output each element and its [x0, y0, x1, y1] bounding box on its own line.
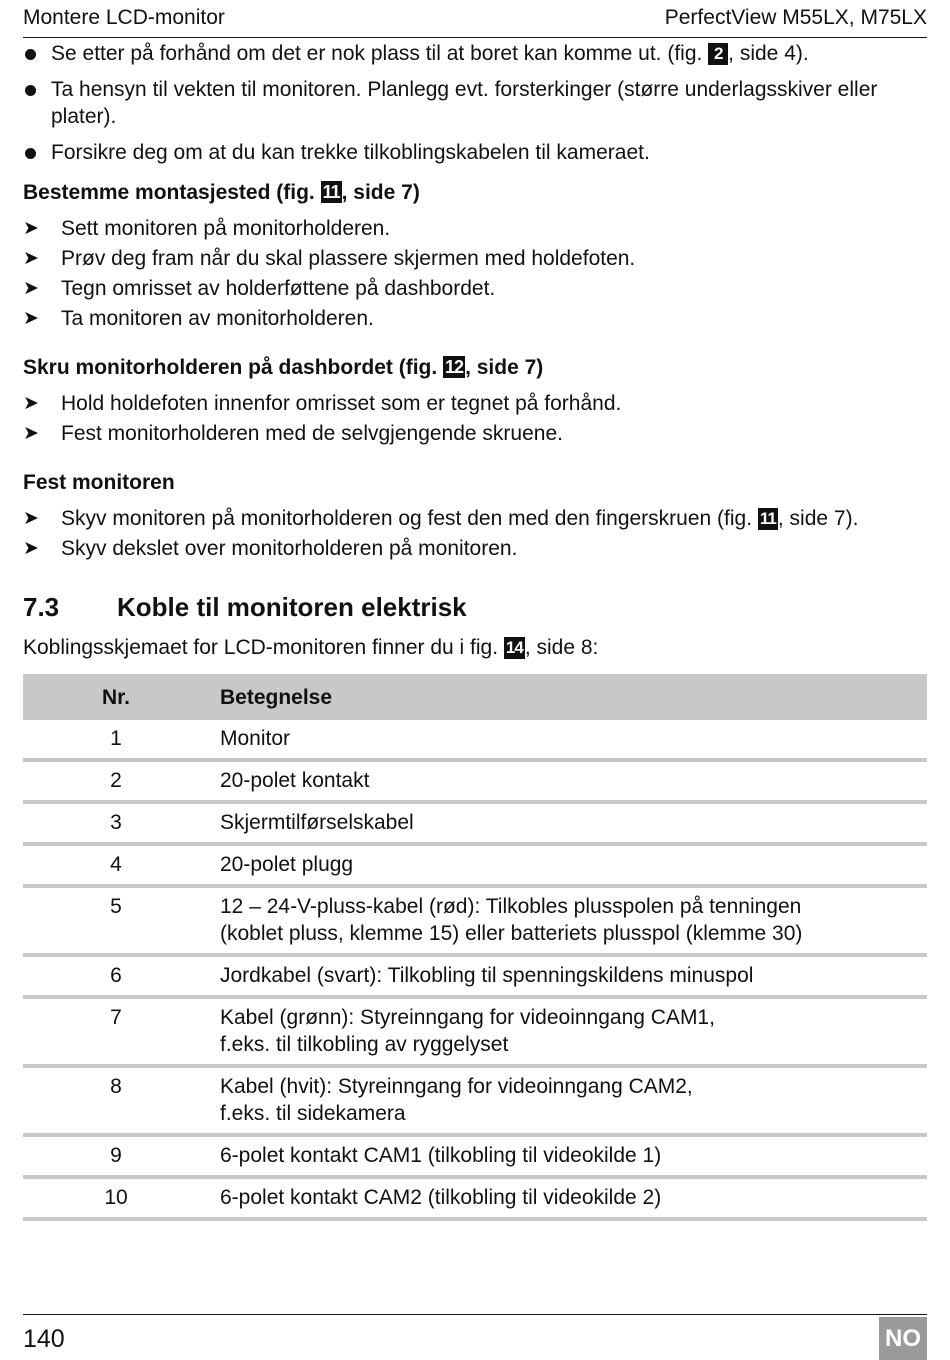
list-item [23, 40, 927, 67]
subheading-mounting-location: Bestemme montasjested (fig. 11, side 7) [23, 181, 420, 204]
chapter-number: 7.3 [23, 592, 60, 622]
figure-ref-badge: 11 [758, 508, 778, 530]
column-header-designation: Betegnelse [220, 685, 333, 709]
table-row: 9 6-polet kontakt CAM1 (tilkobling til videokilde 1) [23, 1135, 927, 1177]
wiring-table [23, 674, 927, 1221]
arrow-right-icon: ➤ [23, 218, 39, 239]
step-item: ➤ Skyv monitoren på monitorholderen og fest den med den fingerskruen (fig. 11, side 7). [23, 507, 859, 530]
figure-ref-badge: 12 [445, 357, 464, 377]
step-item: ➤ Skyv dekslet over monitorholderen på monitoren. [23, 537, 518, 560]
bullet-text: Forsikre deg om at du kan trekke tilkoblingskabelen til kameraet. [51, 141, 650, 164]
header-section-title: Montere LCD-monitor [23, 6, 225, 29]
figure-ref-badge: 14 [505, 638, 523, 657]
arrow-right-icon: ➤ [23, 508, 39, 529]
figure-ref-badge: 11 [322, 182, 340, 202]
arrow-right-icon: ➤ [23, 538, 39, 559]
table-header-row [23, 674, 927, 720]
steps-screw-holder [23, 390, 927, 447]
chapter-title: Koble til monitoren elektrisk [117, 592, 467, 622]
bullet-text: Ta hensyn til vekten til monitoren. Planlegg evt. forsterkinger (større underlagsskiver eller plater). [51, 78, 878, 128]
list-item [23, 76, 927, 130]
step-item: ➤ Tegn omrisset av holderføttene på dashbordet. [23, 277, 496, 300]
table-row: 5 12 – 24-V-pluss-kabel (rød): Tilkobles plusspolen på tenningen (koblet pluss, klemme 15) eller batteriets plusspol (klemme 30) [23, 886, 927, 955]
table-row: 3 Skjermtilførselskabel [23, 802, 927, 844]
chapter-intro: Koblingsskjemaet for LCD-monitoren finner du i fig. 14, side 8: [23, 636, 599, 659]
bullet-icon [25, 49, 36, 60]
bullet-text-post: , side 4). [728, 42, 809, 65]
page-footer [23, 1314, 927, 1360]
subheading-screw-holder: Skru monitorholderen på dashbordet (fig. 12, side 7) [23, 356, 544, 379]
bullet-icon [25, 148, 36, 159]
list-item [23, 139, 927, 166]
step-item: ➤ Hold holdefoten innenfor omrisset som er tegnet på forhånd. [23, 392, 622, 415]
step-item: ➤ Sett monitoren på monitorholderen. [23, 217, 391, 240]
page-header [23, 6, 927, 38]
page-content [23, 40, 927, 1221]
bullet-icon [25, 85, 36, 96]
language-badge: NO [879, 1317, 927, 1360]
column-header-nr: Nr. [101, 685, 130, 709]
arrow-right-icon: ➤ [23, 278, 39, 299]
step-item: ➤ Fest monitorholderen med de selvgjengende skruene. [23, 422, 563, 445]
figure-ref-badge: 2 [708, 43, 728, 65]
step-item: ➤ Prøv deg fram når du skal plassere skjermen med holdefoten. [23, 247, 636, 270]
table-row: 7 Kabel (grønn): Styreinngang for videoinngang CAM1, f.eks. til tilkobling av ryggelyset [23, 997, 927, 1066]
arrow-right-icon: ➤ [23, 308, 39, 329]
table-row: 6 Jordkabel (svart): Tilkobling til spenningskildens minuspol [23, 955, 927, 997]
page-number: 140 [23, 1325, 65, 1353]
table-row: 8 Kabel (hvit): Styreinngang for videoinngang CAM2, f.eks. til sidekamera [23, 1066, 927, 1135]
bullet-text-pre: Se etter på forhånd om det er nok plass til at boret kan komme ut. (fig. [51, 42, 709, 65]
steps-attach-monitor [23, 505, 927, 562]
table-row: 2 20-polet kontakt [23, 760, 927, 802]
header-product-name: PerfectView M55LX, M75LX [664, 6, 927, 29]
arrow-right-icon: ➤ [23, 248, 39, 269]
chapter-heading [23, 592, 927, 622]
table-row: 4 20-polet plugg [23, 844, 927, 886]
step-item: ➤ Ta monitoren av monitorholderen. [23, 307, 374, 330]
table-row: 1 Monitor [23, 720, 927, 760]
precaution-list [23, 40, 927, 166]
steps-mounting-location [23, 215, 927, 332]
arrow-right-icon: ➤ [23, 393, 39, 414]
table-row: 10 6-polet kontakt CAM2 (tilkobling til videokilde 2) [23, 1177, 927, 1219]
subheading-attach-monitor: Fest monitoren [23, 471, 175, 494]
arrow-right-icon: ➤ [23, 423, 39, 444]
